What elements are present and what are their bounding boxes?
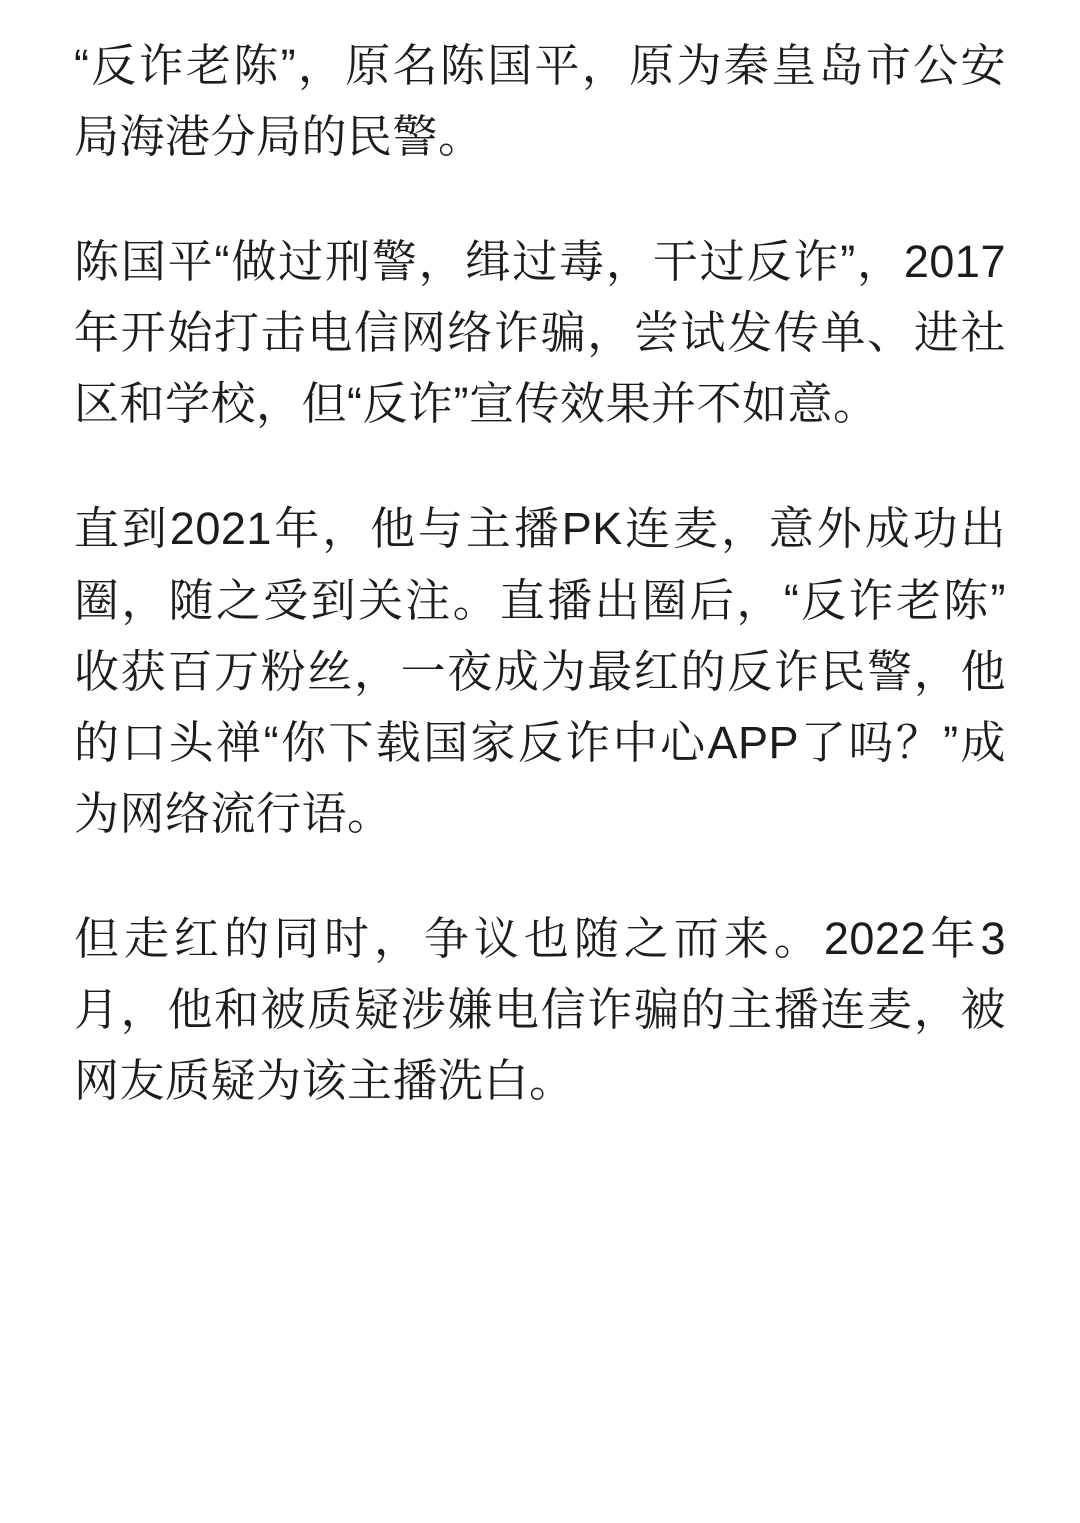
paragraph-4: 但走红的同时，争议也随之而来。2022年3月，他和被质疑涉嫌电信诈骗的主播连麦，被网友质疑为该主播洗白。	[74, 912, 1006, 1107]
paragraph-2: 陈国平“做过刑警，缉过毒，干过反诈”，2017年开始打击电信网络诈骗，尝试发传单、进社区和学校，但“反诈”宣传效果并不如意。	[74, 236, 1006, 430]
paragraph-3: 直到2021年，他与主播PK连麦，意外成功出圈，随之受到关注。直播出圈后，“反诈老陈”收获百万粉丝，一夜成为最红的反诈民警，他的口头禅“你下载国家反诈中心APP了吗？”成为网络流行语。	[74, 503, 1006, 839]
paragraph-1: “反诈老陈”，原名陈国平，原为秦皇岛市公安局海港分局的民警。	[74, 40, 1006, 163]
